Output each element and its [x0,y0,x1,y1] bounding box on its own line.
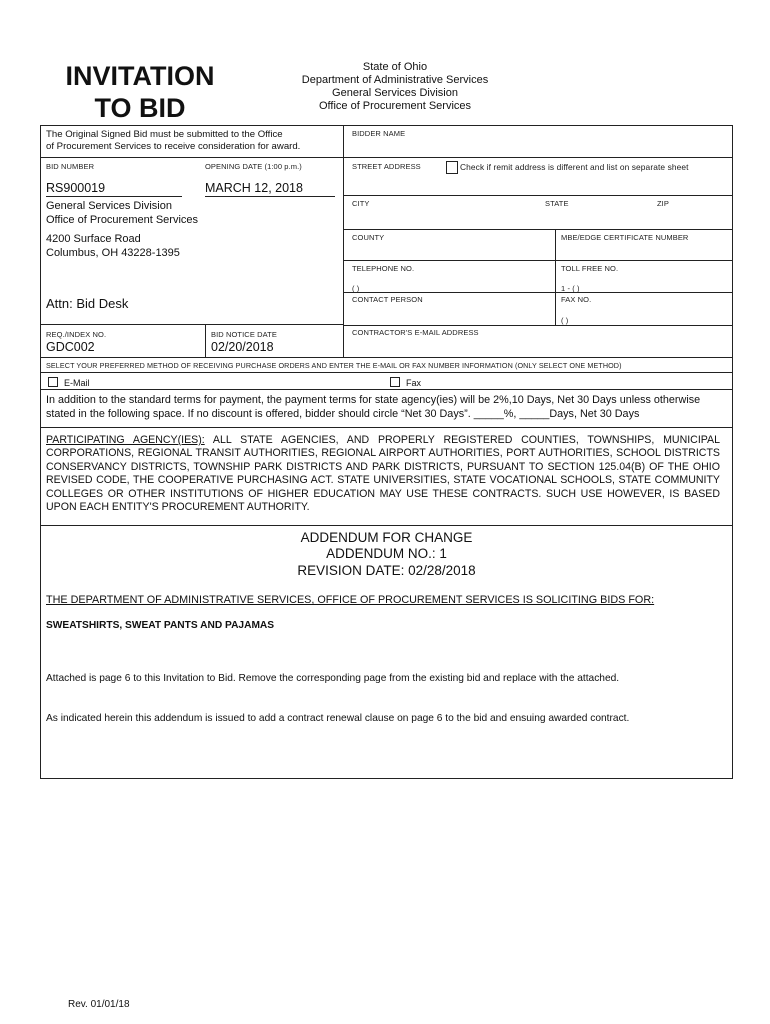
email-option-checkbox[interactable] [48,377,58,387]
contractor-email-label: CONTRACTOR'S E-MAIL ADDRESS [352,328,479,337]
telephone-field[interactable]: ( ) [352,284,360,293]
payment-terms-line2: stated in the following space. If no discount is offered, bidder should circle “Net 30 Days”. _____%, _____Days, Net 30 Days [46,408,640,420]
payment-rule-bottom [40,427,733,428]
opening-date-underline [205,196,335,197]
method-rule-mid [40,372,733,373]
email-option-label: E-Mail [64,378,90,388]
fax-option-label: Fax [406,378,422,388]
addendum-title: ADDENDUM FOR CHANGE [300,530,473,545]
panel-divider [343,125,344,357]
right-rule-1 [343,157,733,158]
remit-address-checkbox[interactable] [446,161,458,174]
address-division: General Services Division [46,200,172,212]
address-office: Office of Procurement Services [46,214,199,226]
zip-label: ZIP [657,199,669,208]
addendum-number: ADDENDUM NO.: 1 [326,546,447,561]
req-divider [205,324,206,357]
submission-notice-line2: of Procurement Services to receive consideration for award. [46,141,301,152]
participating-agencies [46,434,720,514]
bid-number-label: BID NUMBER [46,162,95,171]
left-rule-1 [40,157,343,158]
method-rule-top [40,357,733,358]
req-index-label: REQ./INDEX NO. [46,330,107,339]
soliciting-statement: THE DEPARTMENT OF ADMINISTRATIVE SERVICES, OFFICE OF PROCUREMENT SERVICES IS SOLICITING BIDS FOR: [46,594,655,606]
toll-free-field[interactable]: 1 - ( ) [561,284,580,293]
street-address-label: STREET ADDRESS [352,162,421,171]
revision-date: REVISION DATE: 02/28/2018 [297,563,476,578]
addendum-paragraph-2: As indicated herein this addendum is issued to add a contract renewal clause on page 6 to the bid and ensuing awarded contract. [46,713,630,724]
right-rule-3 [343,229,733,230]
fax-option[interactable] [390,377,421,388]
submission-notice-line1: The Original Signed Bid must be submitted to the Office [46,129,283,140]
opening-date-label: OPENING DATE (1:00 p.m.) [205,162,302,171]
right-rule-6 [343,325,733,326]
right-inner-divider [555,229,556,325]
bid-notice-date-label: BID NOTICE DATE [211,330,277,339]
fax-option-checkbox[interactable] [390,377,400,387]
method-instruction: SELECT YOUR PREFERRED METHOD OF RECEIVING PURCHASE ORDERS AND ENTER THE E-MAIL OR FAX NUMBER INFORMATION (ONLY SELECT ONE METHOD) [46,361,622,370]
mbe-certificate-label: MBE/EDGE CERTIFICATE NUMBER [561,233,689,242]
bidder-name-label: BIDDER NAME [352,129,406,138]
county-label: COUNTY [352,233,385,242]
fax-number-field[interactable]: ( ) [561,316,569,325]
addendum-paragraph-1: Attached is page 6 to this Invitation to Bid. Remove the corresponding page from the existing bid and replace with the attached. [46,673,620,684]
attn-bid-desk: Attn: Bid Desk [46,296,129,311]
email-option[interactable] [48,377,90,388]
participating-heading: PARTICIPATING AGENCY(IES): [46,434,205,446]
agency-state: State of Ohio [362,61,428,73]
payment-terms-line1: In addition to the standard terms for payment, the payment terms for state agency(ies) will be 2%,10 Days, Net 30 Days unless otherwise [46,394,701,406]
participating-text: ALL STATE AGENCIES, AND PROPERLY REGISTERED COUNTIES, TOWNSHIPS, MUNICIPAL CORPORATIONS, REGIONAL TRANSIT AUTHORITIES, REGIONAL AIRPORT AUTHORITIES, PORT AUTHORITIES, SCHOOL DISTRICTS CONSERVANCY DISTRICTS, TOWNSHIP PARK DISTRICTS AND PARK DISTRICTS, PURSUANT TO SECTION 125.04(B) OF THE OHIO REVISED CODE, THE COOPERATIVE PURCHASING ACT. STATE UNIVERSITIES, STATE VOCATIONAL SCHOOLS, STATE COMMUNITY COLLEGES OR OTHER INSTITUTIONS OF HIGHER EDUCATION MAY USE THESE CONTRACTS. SUCH USE HOWEVER, IS BASED UPON EACH ENTITY'S PROCUREMENT AUTHORITY. [46,434,720,514]
opening-date-value: MARCH 12, 2018 [205,181,303,195]
bid-number-value: RS900019 [46,181,106,195]
solicited-item: SWEATSHIRTS, SWEAT PANTS AND PAJAMAS [46,620,275,631]
bid-notice-date-value: 02/20/2018 [211,340,274,354]
contact-person-label: CONTACT PERSON [352,295,423,304]
agency-division: General Services Division [332,87,458,99]
revision-footer: Rev. 01/01/18 [68,999,130,1010]
address-street: 4200 Surface Road [46,233,141,245]
right-rule-4 [343,260,733,261]
telephone-label: TELEPHONE NO. [352,264,415,273]
state-label: STATE [545,199,569,208]
bid-number-underline [46,196,182,197]
left-rule-2 [40,324,343,325]
participating-rule-bottom [40,525,733,526]
method-rule-bottom [40,389,733,390]
form-title-line1: INVITATION [65,61,215,91]
right-rule-2 [343,195,733,196]
remit-address-check-label: Check if remit address is different and list on separate sheet [460,162,689,172]
form-title-line2: TO BID [94,93,186,123]
req-index-value: GDC002 [46,340,95,354]
agency-office: Office of Procurement Services [318,100,472,112]
right-rule-5 [343,292,733,293]
agency-department: Department of Administrative Services [301,74,489,86]
city-label: CITY [352,199,370,208]
address-city: Columbus, OH 43228-1395 [46,247,180,259]
fax-number-label: FAX NO. [561,295,592,304]
toll-free-label: TOLL FREE NO. [561,264,619,273]
